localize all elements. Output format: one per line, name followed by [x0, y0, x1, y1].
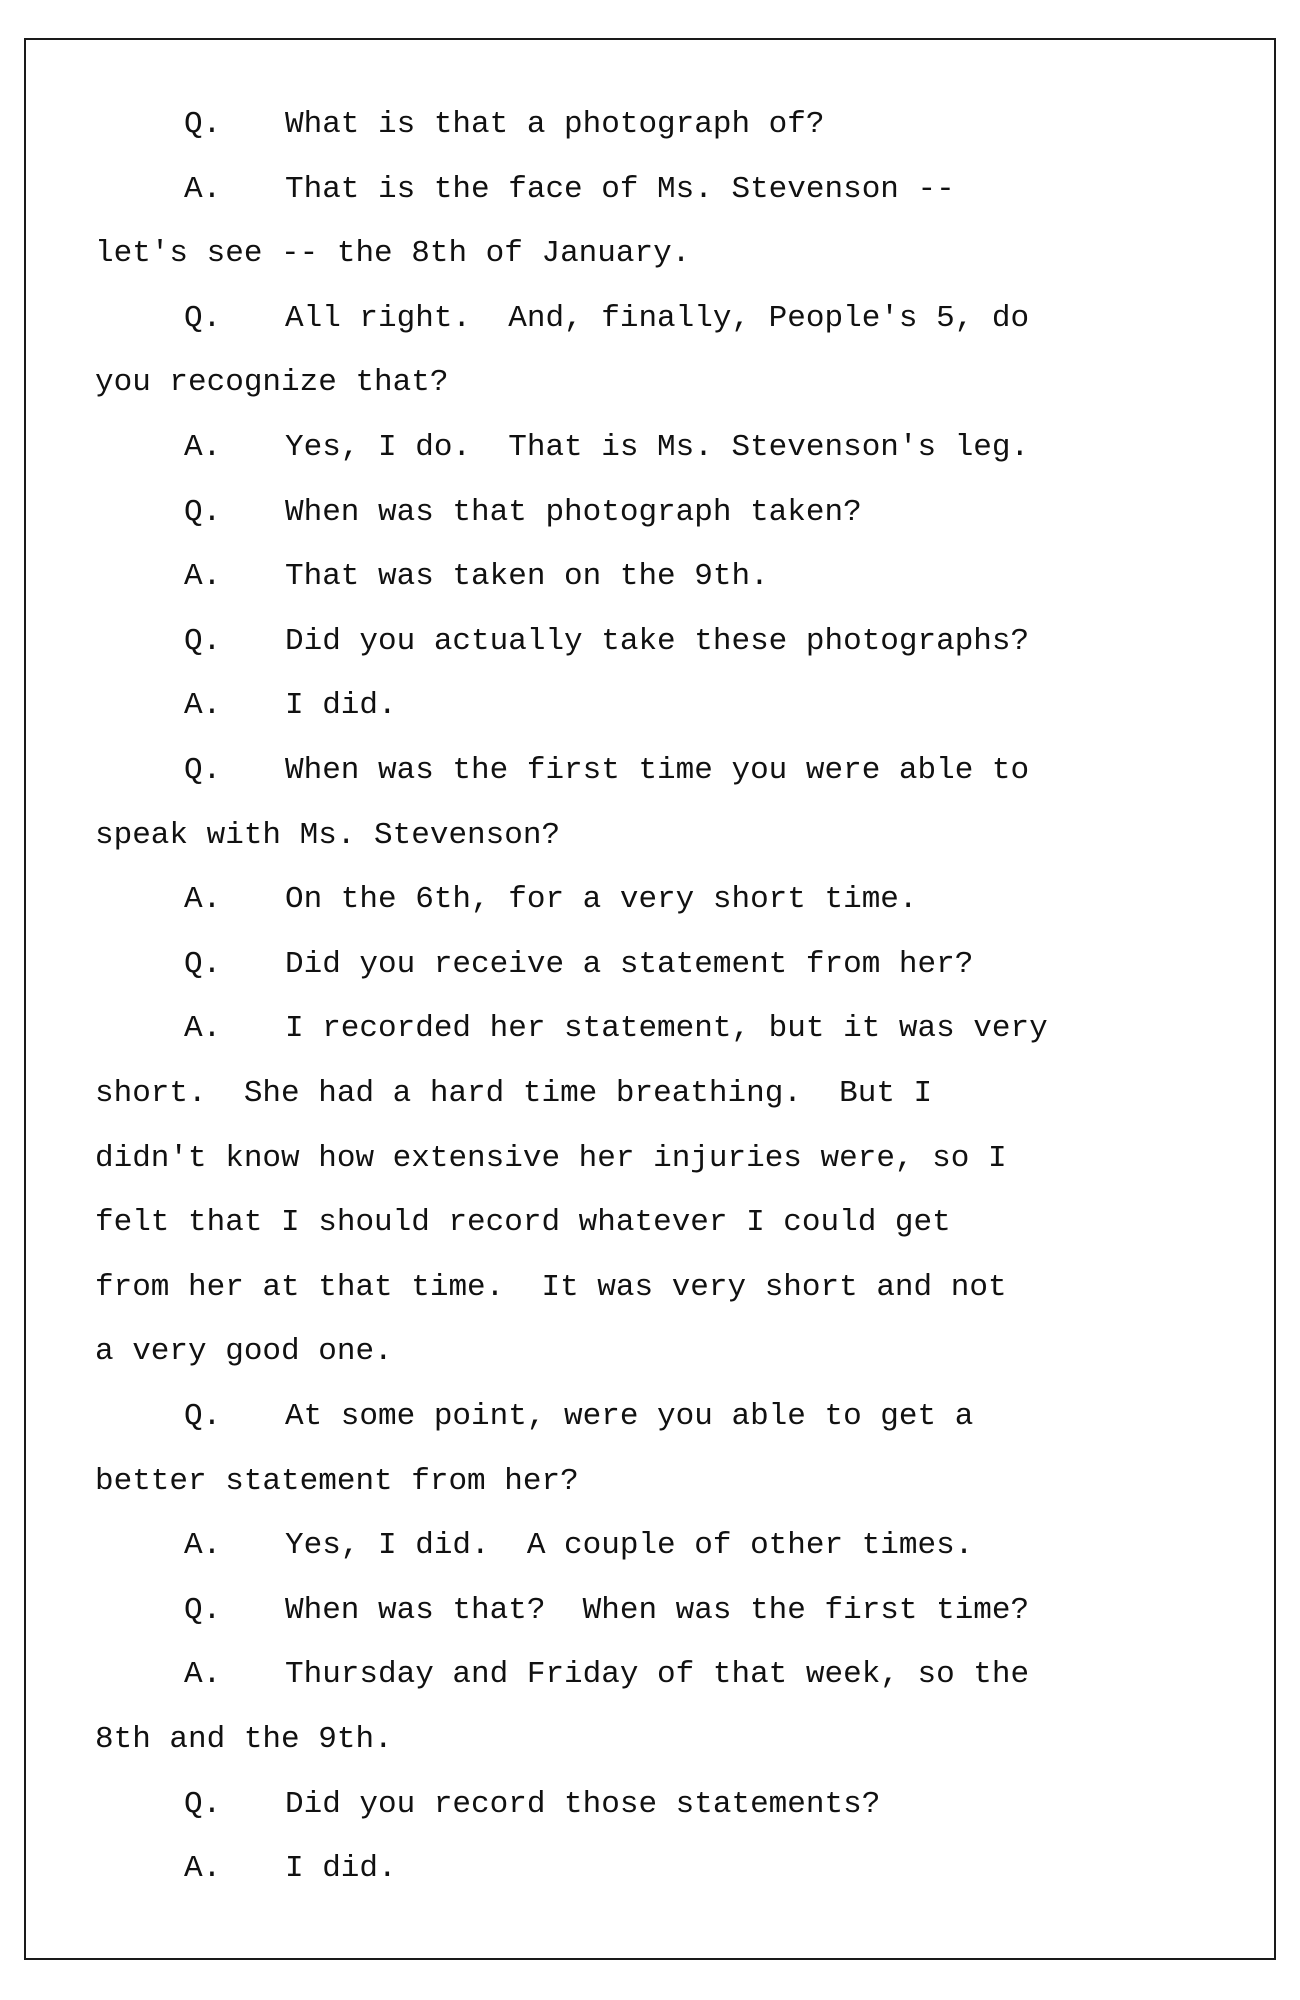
- testimony-text: 8th and the 9th.: [95, 1722, 393, 1757]
- testimony-text: from her at that time. It was very short and not: [95, 1270, 1007, 1305]
- transcript-continuation-line: [0, 1720, 1300, 1760]
- answer-marker: A.: [184, 688, 222, 723]
- testimony-text: Yes, I do. That is Ms. Stevenson's leg.: [285, 430, 1030, 465]
- testimony-text: At some point, were you able to get a: [285, 1399, 974, 1434]
- answer-marker: A.: [184, 559, 222, 594]
- testimony-text: I did.: [285, 1851, 397, 1886]
- transcript-continuation-line: [0, 1462, 1300, 1502]
- testimony-text: didn't know how extensive her injuries were, so I: [95, 1141, 1007, 1176]
- testimony-text: On the 6th, for a very short time.: [285, 882, 918, 917]
- transcript-line: [0, 299, 1300, 339]
- testimony-text: Did you actually take these photographs?: [285, 624, 1030, 659]
- transcript-line: [0, 1785, 1300, 1825]
- question-marker: Q.: [184, 495, 222, 530]
- answer-marker: A.: [184, 1851, 222, 1886]
- testimony-text: That was taken on the 9th.: [285, 559, 769, 594]
- answer-marker: A.: [184, 882, 222, 917]
- testimony-text: I did.: [285, 688, 397, 723]
- transcript-line: [0, 1655, 1300, 1695]
- testimony-text: Did you record those statements?: [285, 1787, 881, 1822]
- question-marker: Q.: [184, 1593, 222, 1628]
- transcript-line: [0, 1009, 1300, 1049]
- transcript-continuation-line: [0, 1203, 1300, 1243]
- question-marker: Q.: [184, 1787, 222, 1822]
- testimony-text: That is the face of Ms. Stevenson --: [285, 172, 955, 207]
- transcript-continuation-line: [0, 1268, 1300, 1308]
- question-marker: Q.: [184, 753, 222, 788]
- testimony-text: When was that? When was the first time?: [285, 1593, 1030, 1628]
- answer-marker: A.: [184, 172, 222, 207]
- testimony-text: better statement from her?: [95, 1464, 579, 1499]
- transcript-continuation-line: [0, 363, 1300, 403]
- transcript-line: [0, 1526, 1300, 1566]
- transcript-line: [0, 428, 1300, 468]
- answer-marker: A.: [184, 1528, 222, 1563]
- testimony-text: you recognize that?: [95, 365, 449, 400]
- question-marker: Q.: [184, 1399, 222, 1434]
- answer-marker: A.: [184, 1011, 222, 1046]
- transcript-continuation-line: [0, 234, 1300, 274]
- question-marker: Q.: [184, 947, 222, 982]
- question-marker: Q.: [184, 624, 222, 659]
- testimony-text: I recorded her statement, but it was very: [285, 1011, 1048, 1046]
- testimony-text: short. She had a hard time breathing. But I: [95, 1076, 933, 1111]
- testimony-text: When was the first time you were able to: [285, 753, 1030, 788]
- transcript-line: [0, 1397, 1300, 1437]
- transcript-line: [0, 945, 1300, 985]
- question-marker: Q.: [184, 107, 222, 142]
- transcript-line: [0, 1591, 1300, 1631]
- question-marker: Q.: [184, 301, 222, 336]
- transcript-line: [0, 622, 1300, 662]
- transcript-continuation-line: [0, 1139, 1300, 1179]
- answer-marker: A.: [184, 430, 222, 465]
- transcript-line: [0, 1849, 1300, 1889]
- testimony-text: a very good one.: [95, 1334, 393, 1369]
- transcript-line: [0, 686, 1300, 726]
- testimony-text: All right. And, finally, People's 5, do: [285, 301, 1030, 336]
- transcript-line: [0, 880, 1300, 920]
- transcript-line: [0, 557, 1300, 597]
- transcript-continuation-line: [0, 1332, 1300, 1372]
- transcript-line: [0, 751, 1300, 791]
- transcript-continuation-line: [0, 816, 1300, 856]
- transcript-line: [0, 493, 1300, 533]
- answer-marker: A.: [184, 1657, 222, 1692]
- transcript-line: [0, 170, 1300, 210]
- testimony-text: Thursday and Friday of that week, so the: [285, 1657, 1030, 1692]
- transcript-continuation-line: [0, 1074, 1300, 1114]
- transcript-line: [0, 105, 1300, 145]
- testimony-text: speak with Ms. Stevenson?: [95, 818, 561, 853]
- testimony-text: Yes, I did. A couple of other times.: [285, 1528, 974, 1563]
- testimony-text: Did you receive a statement from her?: [285, 947, 974, 982]
- testimony-text: When was that photograph taken?: [285, 495, 862, 530]
- testimony-text: What is that a photograph of?: [285, 107, 825, 142]
- testimony-text: let's see -- the 8th of January.: [95, 236, 691, 271]
- testimony-text: felt that I should record whatever I could get: [95, 1205, 951, 1240]
